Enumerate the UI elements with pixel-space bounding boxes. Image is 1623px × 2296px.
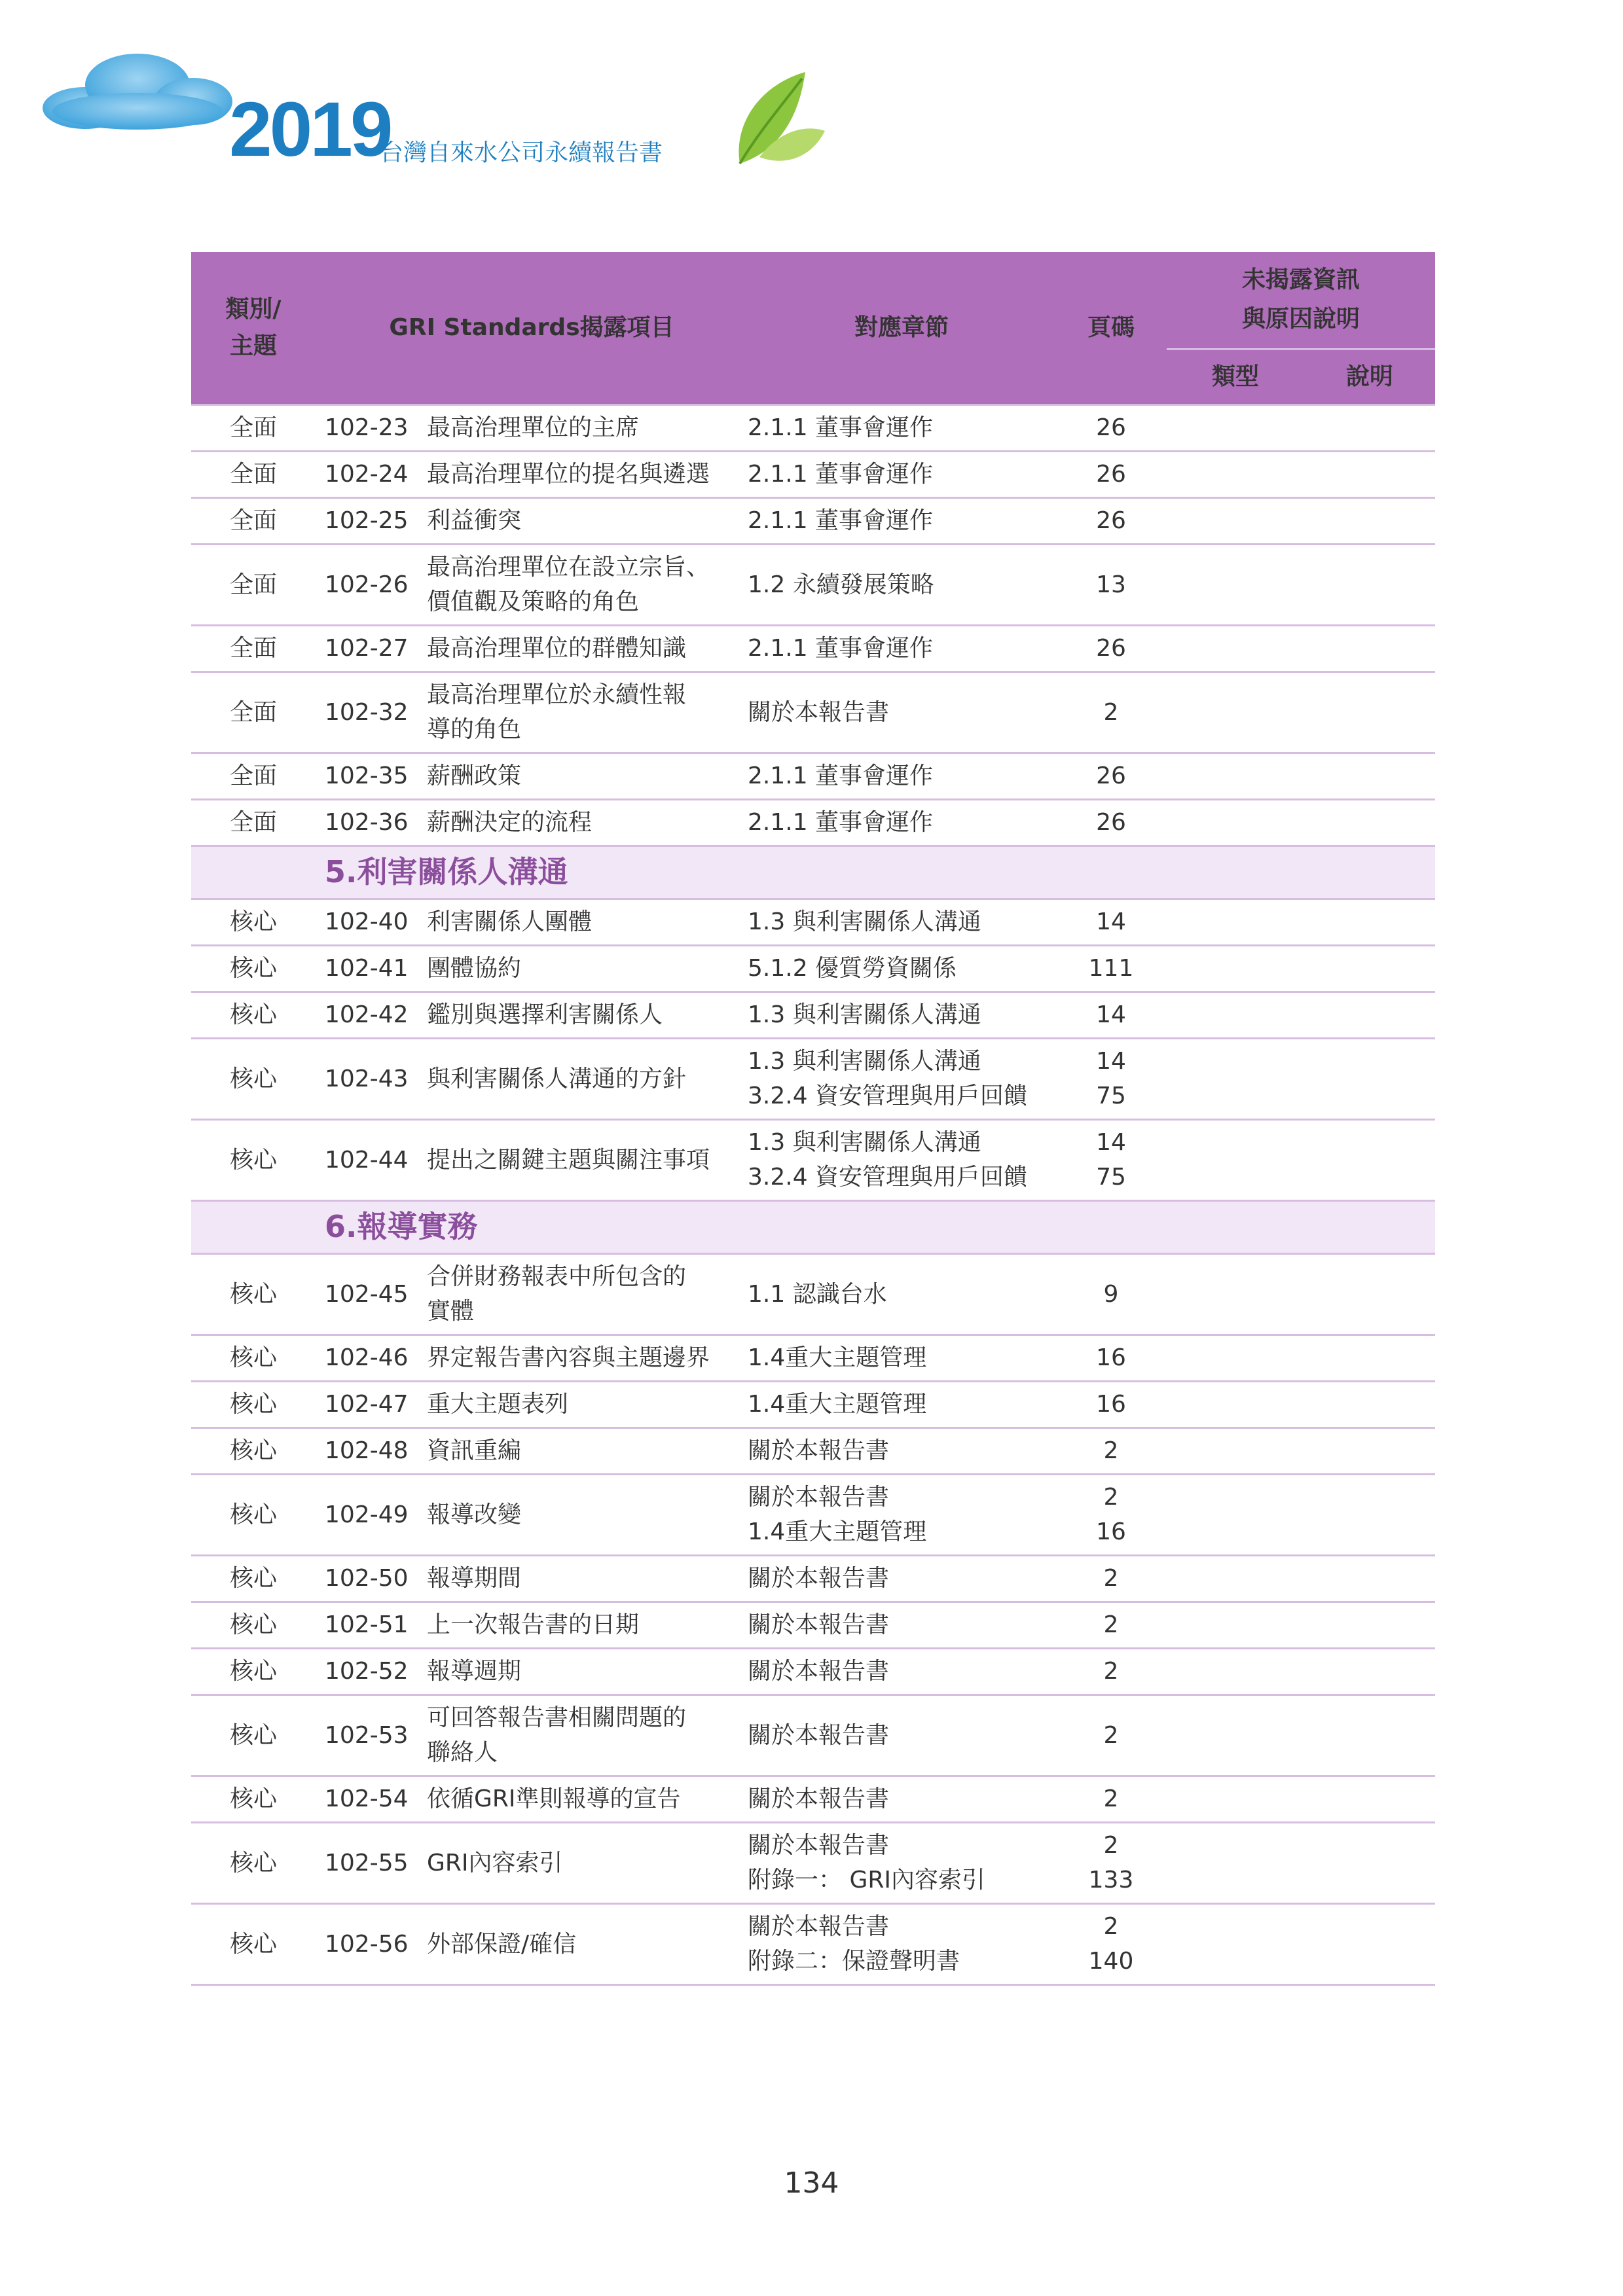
omission-explanation [1304, 1903, 1435, 1984]
page-cell: 2 [1055, 1776, 1167, 1822]
chapter-cell: 2.1.1 董事會運作 [748, 404, 1055, 451]
chapter-cell: 5.1.2 優質勞資關係 [748, 945, 1055, 992]
table-row [191, 451, 1435, 497]
disclosure-code: 102-36 [316, 799, 427, 846]
table-row [191, 1381, 1435, 1427]
omission-explanation [1304, 1602, 1435, 1648]
table-row [191, 753, 1435, 799]
leaf-icon [720, 59, 831, 177]
table-row [191, 497, 1435, 544]
table-row [191, 1335, 1435, 1381]
section-reporting-practice [191, 1200, 1435, 1253]
page-cell: 26 [1055, 451, 1167, 497]
disclosure-code: 102-46 [316, 1335, 427, 1381]
omission-type [1167, 899, 1304, 945]
page-number: 134 [784, 2166, 839, 2200]
chapter-cell: 2.1.1 董事會運作 [748, 625, 1055, 672]
disclosure-code: 102-52 [316, 1648, 427, 1695]
category-cell: 全面 [191, 404, 316, 451]
category-cell: 核心 [191, 1555, 316, 1602]
page-cell: 14 [1055, 992, 1167, 1038]
disclosure-code: 102-54 [316, 1776, 427, 1822]
disclosure-code: 102-45 [316, 1253, 427, 1335]
table-row [191, 1648, 1435, 1695]
disclosure-code: 102-32 [316, 672, 427, 753]
omission-type [1167, 1602, 1304, 1648]
disclosure-code: 102-42 [316, 992, 427, 1038]
disclosure-item: 報導期間 [427, 1555, 748, 1602]
category-cell: 核心 [191, 1822, 316, 1903]
chapter-cell: 1.3 與利害關係人溝通 3.2.4 資安管理與用戶回饋 [748, 1038, 1055, 1119]
disclosure-code: 102-25 [316, 497, 427, 544]
table-row [191, 945, 1435, 992]
report-subtitle: 台灣自來水公司永續報告書 [380, 139, 663, 166]
omission-explanation [1304, 1427, 1435, 1474]
table-row [191, 625, 1435, 672]
category-cell: 核心 [191, 992, 316, 1038]
omission-type [1167, 1474, 1304, 1555]
page-cell: 2 16 [1055, 1474, 1167, 1555]
header-chapter: 對應章節 [748, 252, 1055, 404]
category-cell: 全面 [191, 451, 316, 497]
category-cell: 全面 [191, 625, 316, 672]
disclosure-code: 102-26 [316, 544, 427, 625]
category-cell: 核心 [191, 1903, 316, 1984]
omission-explanation [1304, 1381, 1435, 1427]
table-row [191, 404, 1435, 451]
omission-type [1167, 1903, 1304, 1984]
disclosure-item: 報導週期 [427, 1648, 748, 1695]
disclosure-code: 102-47 [316, 1381, 427, 1427]
omission-explanation [1304, 992, 1435, 1038]
disclosure-item: 與利害關係人溝通的方針 [427, 1038, 748, 1119]
category-cell: 全面 [191, 753, 316, 799]
omission-type [1167, 992, 1304, 1038]
omission-explanation [1304, 1648, 1435, 1695]
page-cell: 2 [1055, 1602, 1167, 1648]
omission-explanation [1304, 1038, 1435, 1119]
omission-explanation [1304, 753, 1435, 799]
page-cell: 26 [1055, 753, 1167, 799]
category-cell: 核心 [191, 945, 316, 992]
disclosure-code: 102-56 [316, 1903, 427, 1984]
chapter-cell: 關於本報告書 1.4重大主題管理 [748, 1474, 1055, 1555]
category-cell: 全面 [191, 497, 316, 544]
table-row [191, 1602, 1435, 1648]
category-cell: 核心 [191, 1381, 316, 1427]
chapter-cell: 1.1 認識台水 [748, 1253, 1055, 1335]
disclosure-item: 報導改變 [427, 1474, 748, 1555]
header-explanation: 說明 [1304, 349, 1435, 404]
category-cell: 核心 [191, 1695, 316, 1776]
disclosure-item: 上一次報告書的日期 [427, 1602, 748, 1648]
omission-type [1167, 799, 1304, 846]
omission-explanation [1304, 799, 1435, 846]
omission-explanation [1304, 1474, 1435, 1555]
disclosure-item: 最高治理單位的主席 [427, 404, 748, 451]
page-cell: 16 [1055, 1381, 1167, 1427]
category-cell: 核心 [191, 899, 316, 945]
omission-type [1167, 1648, 1304, 1695]
disclosure-item: 合併財務報表中所包含的 實體 [427, 1253, 748, 1335]
omission-explanation [1304, 945, 1435, 992]
omission-explanation [1304, 1776, 1435, 1822]
category-cell: 核心 [191, 1427, 316, 1474]
disclosure-item: 最高治理單位在設立宗旨、 價值觀及策略的角色 [427, 544, 748, 625]
disclosure-code: 102-24 [316, 451, 427, 497]
omission-explanation [1304, 1555, 1435, 1602]
table-row [191, 1903, 1435, 1984]
disclosure-item: 提出之關鍵主題與關注事項 [427, 1119, 748, 1200]
category-cell: 核心 [191, 1474, 316, 1555]
omission-explanation [1304, 1253, 1435, 1335]
table-row [191, 799, 1435, 846]
omission-explanation [1304, 672, 1435, 753]
table-row [191, 1555, 1435, 1602]
omission-type [1167, 1119, 1304, 1200]
disclosure-code: 102-43 [316, 1038, 427, 1119]
disclosure-item: 外部保證/確信 [427, 1903, 748, 1984]
omission-type [1167, 451, 1304, 497]
disclosure-item: 依循GRI準則報導的宣告 [427, 1776, 748, 1822]
page-cell: 13 [1055, 544, 1167, 625]
header-omission: 未揭露資訊 與原因說明 [1167, 252, 1435, 349]
page-cell: 16 [1055, 1335, 1167, 1381]
category-cell: 核心 [191, 1038, 316, 1119]
omission-explanation [1304, 404, 1435, 451]
disclosure-item: 界定報告書內容與主題邊界 [427, 1335, 748, 1381]
table-row [191, 1253, 1435, 1335]
disclosure-code: 102-27 [316, 625, 427, 672]
omission-explanation [1304, 544, 1435, 625]
page-cell: 26 [1055, 799, 1167, 846]
category-cell: 核心 [191, 1776, 316, 1822]
disclosure-code: 102-23 [316, 404, 427, 451]
chapter-cell: 關於本報告書 [748, 1555, 1055, 1602]
page-cell: 14 75 [1055, 1119, 1167, 1200]
chapter-cell: 關於本報告書 [748, 1776, 1055, 1822]
chapter-cell: 1.2 永續發展策略 [748, 544, 1055, 625]
disclosure-item: GRI內容索引 [427, 1822, 748, 1903]
category-cell: 核心 [191, 1335, 316, 1381]
disclosure-item: 重大主題表列 [427, 1381, 748, 1427]
table-row [191, 544, 1435, 625]
disclosure-item: 薪酬決定的流程 [427, 799, 748, 846]
gri-index-table [191, 252, 1435, 1986]
cloud-icon [39, 46, 236, 137]
disclosure-code: 102-50 [316, 1555, 427, 1602]
header-type: 類型 [1167, 349, 1304, 404]
omission-explanation [1304, 1119, 1435, 1200]
chapter-cell: 1.4重大主題管理 [748, 1335, 1055, 1381]
page-cell: 2 133 [1055, 1822, 1167, 1903]
category-cell: 全面 [191, 544, 316, 625]
omission-type [1167, 1776, 1304, 1822]
disclosure-item: 最高治理單位於永續性報 導的角色 [427, 672, 748, 753]
omission-type [1167, 1253, 1304, 1335]
omission-type [1167, 544, 1304, 625]
chapter-cell: 關於本報告書 [748, 672, 1055, 753]
table-row [191, 899, 1435, 945]
omission-type [1167, 672, 1304, 753]
disclosure-item: 薪酬政策 [427, 753, 748, 799]
chapter-cell: 1.3 與利害關係人溝通 3.2.4 資安管理與用戶回饋 [748, 1119, 1055, 1200]
omission-explanation [1304, 1822, 1435, 1903]
disclosure-item: 利害關係人團體 [427, 899, 748, 945]
chapter-cell: 1.4重大主題管理 [748, 1381, 1055, 1427]
section-title: 5.利害關係人溝通 [316, 846, 1435, 899]
table-row [191, 1427, 1435, 1474]
omission-type [1167, 1381, 1304, 1427]
chapter-cell: 關於本報告書 [748, 1695, 1055, 1776]
chapter-cell: 2.1.1 董事會運作 [748, 799, 1055, 846]
disclosure-code: 102-48 [316, 1427, 427, 1474]
chapter-cell: 1.3 與利害關係人溝通 [748, 899, 1055, 945]
page-cell: 111 [1055, 945, 1167, 992]
header-page: 頁碼 [1055, 252, 1167, 404]
chapter-cell: 關於本報告書 [748, 1648, 1055, 1695]
omission-explanation [1304, 451, 1435, 497]
omission-type [1167, 945, 1304, 992]
chapter-cell: 1.3 與利害關係人溝通 [748, 992, 1055, 1038]
chapter-cell: 2.1.1 董事會運作 [748, 753, 1055, 799]
page-cell: 2 [1055, 1427, 1167, 1474]
report-header [39, 46, 890, 183]
table-row [191, 1474, 1435, 1555]
omission-type [1167, 1427, 1304, 1474]
page-cell: 14 [1055, 899, 1167, 945]
chapter-cell: 2.1.1 董事會運作 [748, 451, 1055, 497]
omission-explanation [1304, 625, 1435, 672]
disclosure-code: 102-51 [316, 1602, 427, 1648]
disclosure-item: 最高治理單位的群體知識 [427, 625, 748, 672]
category-cell: 核心 [191, 1253, 316, 1335]
omission-type [1167, 404, 1304, 451]
page-cell: 2 [1055, 1695, 1167, 1776]
omission-type [1167, 1038, 1304, 1119]
page-cell: 26 [1055, 497, 1167, 544]
omission-explanation [1304, 1335, 1435, 1381]
header-category: 類別/ 主題 [191, 252, 316, 404]
section-title: 6.報導實務 [316, 1200, 1435, 1253]
disclosure-code: 102-41 [316, 945, 427, 992]
omission-type [1167, 1335, 1304, 1381]
disclosure-item: 資訊重編 [427, 1427, 748, 1474]
chapter-cell: 關於本報告書 [748, 1427, 1055, 1474]
omission-type [1167, 497, 1304, 544]
page-cell: 2 [1055, 1555, 1167, 1602]
omission-type [1167, 753, 1304, 799]
category-cell: 核心 [191, 1648, 316, 1695]
table-row [191, 1119, 1435, 1200]
table-row [191, 672, 1435, 753]
disclosure-item: 利益衝突 [427, 497, 748, 544]
omission-type [1167, 1695, 1304, 1776]
disclosure-code: 102-44 [316, 1119, 427, 1200]
disclosure-item: 鑑別與選擇利害關係人 [427, 992, 748, 1038]
omission-explanation [1304, 899, 1435, 945]
omission-explanation [1304, 497, 1435, 544]
page-cell: 26 [1055, 625, 1167, 672]
page-cell: 14 75 [1055, 1038, 1167, 1119]
page-cell: 2 [1055, 672, 1167, 753]
disclosure-code: 102-49 [316, 1474, 427, 1555]
disclosure-code: 102-40 [316, 899, 427, 945]
report-year: 2019 [229, 86, 391, 173]
disclosure-item: 最高治理單位的提名與遴選 [427, 451, 748, 497]
category-cell: 核心 [191, 1602, 316, 1648]
disclosure-code: 102-53 [316, 1695, 427, 1776]
disclosure-code: 102-55 [316, 1822, 427, 1903]
disclosure-item: 可回答報告書相關問題的 聯絡人 [427, 1695, 748, 1776]
category-cell: 全面 [191, 799, 316, 846]
header-gri-item: GRI Standards揭露項目 [316, 252, 748, 404]
table-row [191, 1695, 1435, 1776]
chapter-cell: 關於本報告書 附錄一： GRI內容索引 [748, 1822, 1055, 1903]
page-cell: 2 [1055, 1648, 1167, 1695]
omission-type [1167, 625, 1304, 672]
table-row [191, 1776, 1435, 1822]
disclosure-code: 102-35 [316, 753, 427, 799]
disclosure-item: 團體協約 [427, 945, 748, 992]
chapter-cell: 關於本報告書 附錄二：保證聲明書 [748, 1903, 1055, 1984]
table-row [191, 992, 1435, 1038]
page-cell: 26 [1055, 404, 1167, 451]
omission-explanation [1304, 1695, 1435, 1776]
omission-type [1167, 1822, 1304, 1903]
page-cell: 2 140 [1055, 1903, 1167, 1984]
section-stakeholder [191, 846, 1435, 899]
chapter-cell: 關於本報告書 [748, 1602, 1055, 1648]
table-row [191, 1822, 1435, 1903]
omission-type [1167, 1555, 1304, 1602]
category-cell: 全面 [191, 672, 316, 753]
table-row [191, 1038, 1435, 1119]
chapter-cell: 2.1.1 董事會運作 [748, 497, 1055, 544]
page-cell: 9 [1055, 1253, 1167, 1335]
category-cell: 核心 [191, 1119, 316, 1200]
